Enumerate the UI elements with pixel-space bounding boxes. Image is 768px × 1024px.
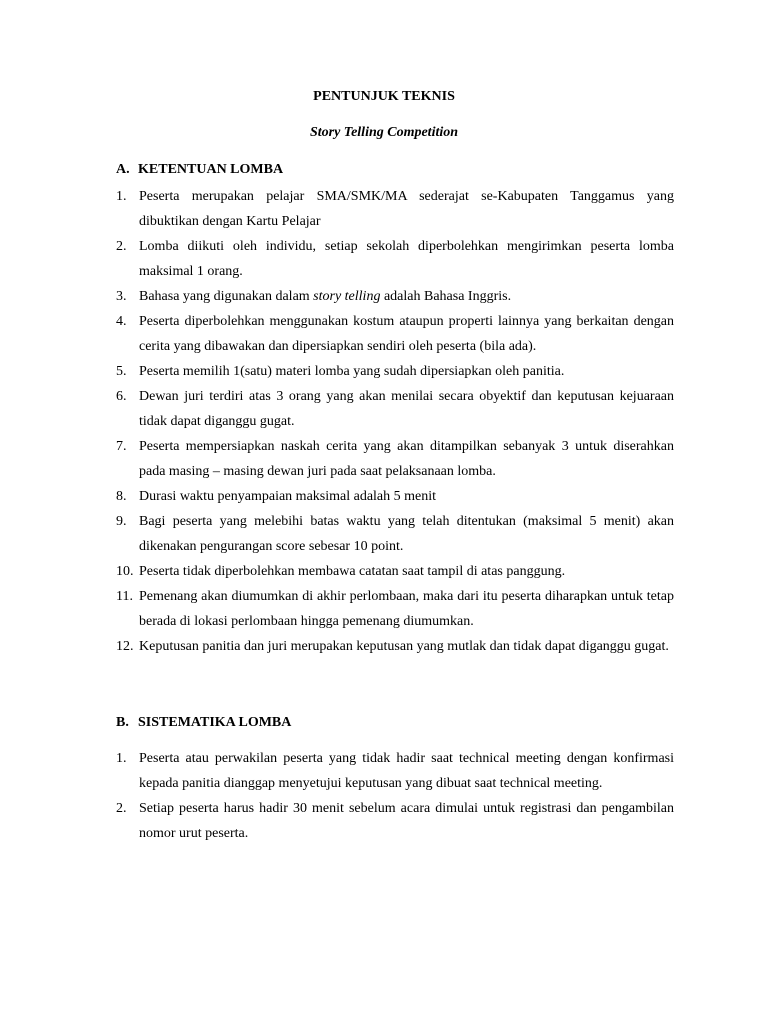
item-number: 12.	[116, 639, 134, 654]
section-title: SISTEMATIKA LOMBA	[138, 715, 292, 730]
list-item	[116, 796, 674, 846]
item-number: 10.	[116, 564, 134, 579]
item-number: 5.	[116, 364, 127, 379]
item-text: Peserta merupakan pelajar SMA/SMK/MA sederajat se-Kabupaten Tanggamus yang dibuktikan dengan Kartu Pelajar	[139, 189, 674, 229]
item-text: Peserta atau perwakilan peserta yang tidak hadir saat technical meeting dengan konfirmasi kepada panitia dianggap menyetujui keputusan yang dibuat saat technical meeting.	[139, 751, 674, 791]
list-item	[116, 234, 674, 284]
list-item	[116, 184, 674, 234]
section-a-list	[116, 184, 674, 659]
item-text: Durasi waktu penyampaian maksimal adalah 5 menit	[139, 489, 437, 504]
item-number: 3.	[116, 289, 127, 304]
item-number: 6.	[116, 389, 127, 404]
item-text: Peserta memilih 1(satu) materi lomba yang sudah dipersiapkan oleh panitia.	[139, 364, 565, 379]
item-number: 1.	[116, 189, 127, 204]
list-item	[116, 634, 674, 659]
item-text: Peserta diperbolehkan menggunakan kostum ataupun properti lainnya yang berkaitan dengan cerita yang dibawakan dan dipersiapkan sendiri oleh peserta (bila ada).	[139, 314, 674, 354]
item-text	[139, 284, 674, 309]
list-item	[116, 359, 674, 384]
list-item	[116, 584, 674, 634]
item-text-after: adalah Bahasa Inggris.	[380, 289, 512, 304]
item-text: Lomba diikuti oleh individu, setiap sekolah diperbolehkan mengirimkan peserta lomba maksimal 1 orang.	[139, 239, 674, 279]
item-number: 1.	[116, 751, 127, 766]
section-heading-a	[116, 160, 283, 180]
document-title: PENTUNJUK TEKNIS	[313, 89, 455, 104]
section-letter: B.	[116, 715, 129, 730]
section-letter: A.	[116, 162, 130, 177]
item-text: Peserta tidak diperbolehkan membawa catatan saat tampil di atas panggung.	[139, 564, 566, 579]
list-item	[116, 309, 674, 359]
item-number: 2.	[116, 801, 127, 816]
list-item	[116, 746, 674, 796]
item-text: Setiap peserta harus hadir 30 menit sebelum acara dimulai untuk registrasi dan pengambilan nomor urut peserta.	[139, 801, 674, 841]
list-item	[116, 484, 674, 509]
section-heading-b	[116, 713, 291, 733]
list-item	[116, 284, 674, 309]
list-item	[116, 509, 674, 559]
item-text-before: Bahasa yang digunakan dalam	[139, 289, 314, 304]
section-b-list	[116, 746, 674, 846]
document-subtitle: Story Telling Competition	[309, 125, 459, 140]
list-item	[116, 559, 674, 584]
item-text: Pemenang akan diumumkan di akhir perlombaan, maka dari itu peserta diharapkan untuk tetap berada di lokasi perlombaan hingga pemenang diumumkan.	[139, 589, 674, 629]
item-number: 4.	[116, 314, 127, 329]
item-number: 7.	[116, 439, 127, 454]
item-text-italic: story telling	[313, 289, 381, 304]
section-title: KETENTUAN LOMBA	[138, 162, 284, 177]
item-text: Bagi peserta yang melebihi batas waktu yang telah ditentukan (maksimal 5 menit) akan dikenakan pengurangan score sebesar 10 point.	[139, 514, 674, 554]
item-number: 2.	[116, 239, 127, 254]
item-number: 9.	[116, 514, 127, 529]
item-number: 8.	[116, 489, 127, 504]
list-item	[116, 434, 674, 484]
item-text: Peserta mempersiapkan naskah cerita yang akan ditampilkan sebanyak 3 untuk diserahkan pada masing – masing dewan juri pada saat pelaksanaan lomba.	[139, 439, 674, 479]
list-item	[116, 384, 674, 434]
item-number: 11.	[116, 589, 133, 604]
item-text: Keputusan panitia dan juri merupakan keputusan yang mutlak dan tidak dapat diganggu gugat.	[139, 639, 669, 654]
item-text: Dewan juri terdiri atas 3 orang yang akan menilai secara obyektif dan keputusan kejuaraan tidak dapat diganggu gugat.	[139, 389, 674, 429]
